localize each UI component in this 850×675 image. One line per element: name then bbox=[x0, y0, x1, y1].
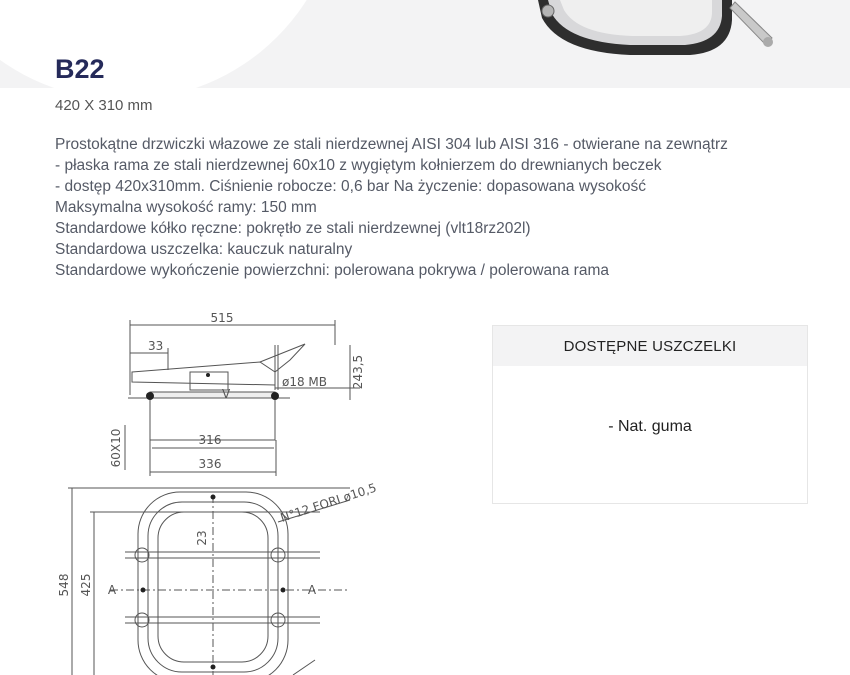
available-seals-header: DOSTĘPNE USZCZELKI bbox=[493, 326, 807, 366]
section-mark-a: A bbox=[107, 583, 117, 597]
description-line: - płaska rama ze stali nierdzewnej 60x10 z wygiętym kołnierzem do drewnianych beczek bbox=[55, 157, 662, 174]
available-seals-panel bbox=[492, 325, 808, 504]
seal-option: - Nat. guma bbox=[608, 418, 692, 435]
dim-515: 515 bbox=[210, 311, 234, 325]
dim-handwheel: ø18 MB bbox=[282, 375, 328, 389]
description-line: Maksymalna wysokość ramy: 150 mm bbox=[55, 199, 317, 216]
dim-548: 548 bbox=[57, 573, 71, 597]
technical-drawing bbox=[50, 300, 410, 675]
description-line: Standardowe wykończenie powierzchni: polerowana pokrywa / polerowana rama bbox=[55, 262, 609, 279]
product-photo bbox=[520, 0, 790, 60]
product-description bbox=[55, 134, 835, 281]
dim-flange: 60X10 bbox=[109, 428, 123, 468]
dim-336: 336 bbox=[198, 457, 222, 471]
description-line: Standardowe kółko ręczne: pokrętło ze stali nierdzewnej (vlt18rz202l) bbox=[55, 220, 531, 237]
section-mark-a: A bbox=[307, 583, 317, 597]
dim-243: 243,5 bbox=[351, 354, 365, 390]
product-size: 420 X 310 mm bbox=[55, 97, 153, 114]
mark-v: V bbox=[222, 387, 231, 401]
dim-33: 33 bbox=[148, 339, 164, 353]
dim-425: 425 bbox=[79, 573, 93, 597]
dim-holes: N°12 FORI ø10,5 bbox=[278, 480, 379, 525]
product-code: B22 bbox=[55, 54, 105, 84]
description-line: Standardowa uszczelka: kauczuk naturalny bbox=[55, 241, 353, 258]
description-line: - dostęp 420x310mm. Ciśnienie robocze: 0,6 bar Na życzenie: dopasowana wysokość bbox=[55, 178, 647, 195]
dim-23: 23 bbox=[195, 530, 209, 546]
description-line: Prostokątne drzwiczki włazowe ze stali nierdzewnej AISI 304 lub AISI 316 - otwierane na zewnątrz bbox=[55, 136, 728, 153]
dim-316: 316 bbox=[198, 433, 222, 447]
